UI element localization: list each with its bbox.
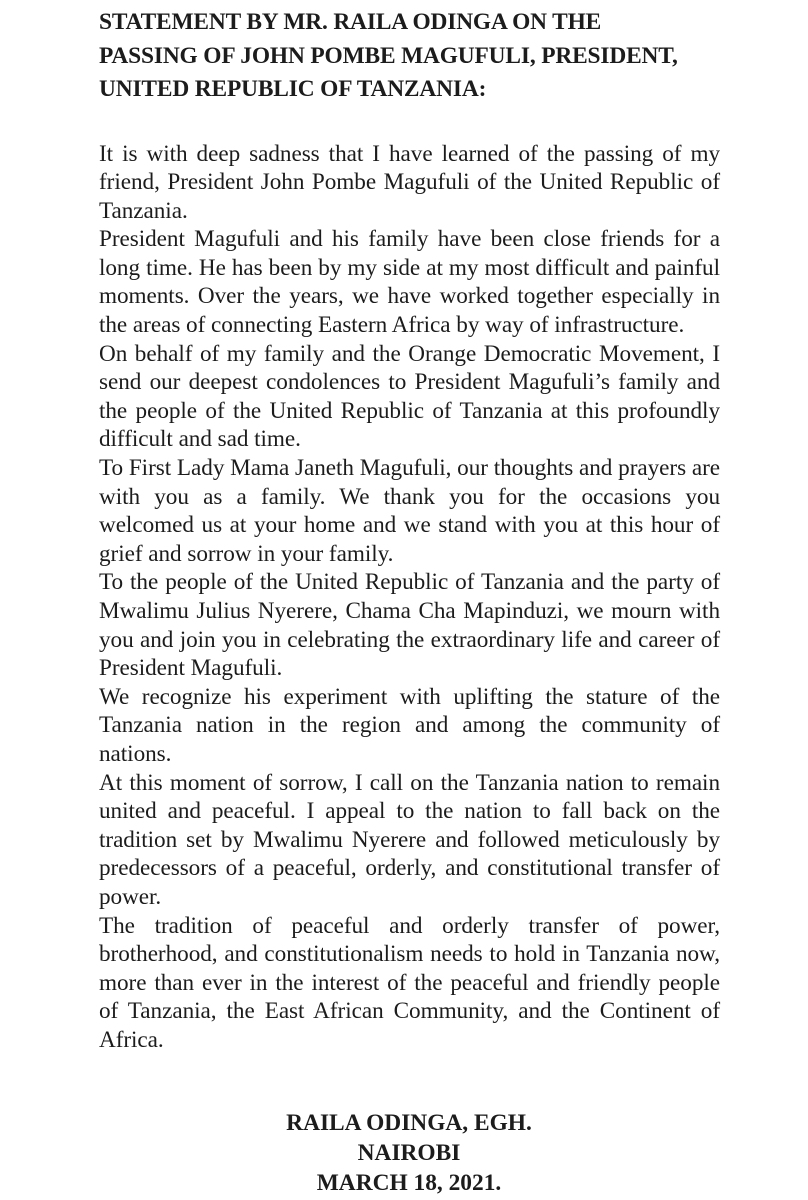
paragraph-friendship: President Magufuli and his family have been close friends for a long time. He has been by my side at my most difficult and painful moments. Over the years, we have worked together especially in the areas of connecting Eastern Africa by way of infrastructure. [99, 226, 720, 339]
title-line-1: STATEMENT BY MR. RAILA ODINGA ON THE [99, 9, 602, 35]
signature-date: MARCH 18, 2021. [316, 1170, 502, 1196]
paragraph-deepest-condolences: On behalf of my family and the Orange Democratic Movement, I send our deepest condolences to President Magufuli’s family and the people of the United Republic of Tanzania at this profoundly difficult and sad time. [99, 340, 720, 453]
signature-place: NAIROBI [357, 1140, 461, 1166]
paragraph-recognition: We recognize his experiment with uplifting the stature of the Tanzania nation in the region and among the community of nations. [99, 683, 720, 767]
signature-block [0, 1108, 808, 1198]
title-line-3: UNITED REPUBLIC OF TANZANIA: [99, 76, 487, 102]
signature-name: RAILA ODINGA, EGH. [286, 1110, 532, 1136]
title-line-2: PASSING OF JOHN POMBE MAGUFULI, PRESIDENT, [99, 42, 678, 69]
statement-title [99, 6, 720, 107]
paragraph-condolence-opening: It is with deep sadness that I have learned of the passing of my friend, President John Pombe Magufuli of the United Republic of Tanzania. [99, 140, 720, 224]
paragraph-call-for-peace: At this moment of sorrow, I call on the Tanzania nation to remain united and peaceful. I appeal to the nation to fall back on the tradition set by Mwalimu Nyerere and followed meticulously by predecessors of a peaceful, orderly, and constitutional transfer of power. [99, 769, 720, 910]
paragraph-first-lady: To First Lady Mama Janeth Magufuli, our thoughts and prayers are with you as a family. We thank you for the occasions you welcomed us at your home and we stand with you at this hour of grief and sorrow in your family. [99, 455, 720, 567]
statement-body [99, 140, 720, 1055]
paragraph-tradition: The tradition of peaceful and orderly transfer of power, brotherhood, and constitutionalism needs to hold in Tanzania now, more than ever in the interest of the peaceful and friendly people of Tanzania, the East African Community, and the Continent of Africa. [99, 912, 720, 1053]
paragraph-people-of-tanzania: To the people of the United Republic of Tanzania and the party of Mwalimu Julius Nyerere, Chama Cha Mapinduzi, we mourn with you and join you in celebrating the extraordinary life and career of President Magufuli. [99, 569, 720, 682]
